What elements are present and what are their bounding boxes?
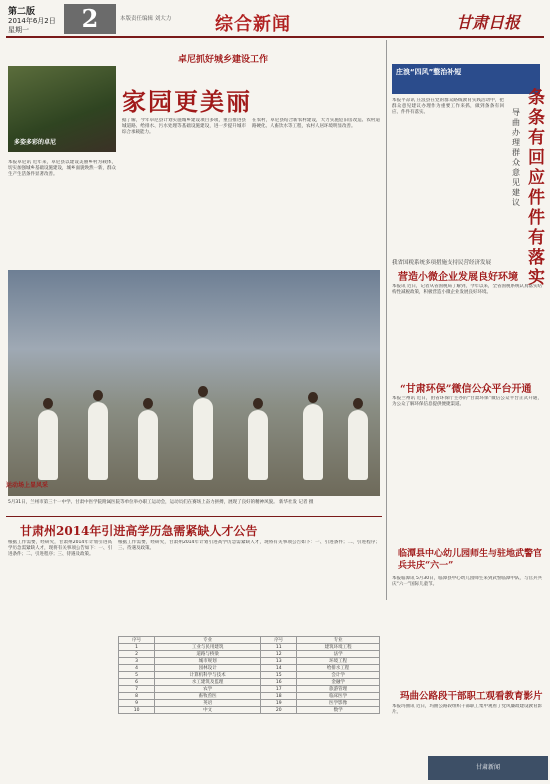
table-cell: 10 — [119, 707, 155, 714]
table-cell: 畜牧兽医 — [155, 693, 261, 700]
maqu-headline: 玛曲公路段干部职工观看教育影片 — [400, 691, 543, 702]
table-cell: 道路与桥梁 — [155, 651, 261, 658]
table-cell: 5 — [119, 672, 155, 679]
table-cell: 7 — [119, 686, 155, 693]
table-cell: 18 — [261, 693, 297, 700]
side-banner: 庄浪“四风”整治补短 — [392, 64, 540, 94]
table-cell: 13 — [261, 658, 297, 665]
table-row — [119, 665, 380, 672]
side-subhead-vertical: 导曲办理群众意见建议 — [512, 108, 520, 207]
table-cell: 8 — [119, 693, 155, 700]
table-cell: 数学 — [297, 707, 380, 714]
table-cell: 专业 — [155, 637, 261, 644]
table-cell: 17 — [261, 686, 297, 693]
table-cell: 12 — [261, 651, 297, 658]
lead-para-3: 在农村，卓尼县结合新农村建设，大力实施危旧房改造、农村道路硬化、人畜饮水等工程，农村人居环境明显改善。 — [252, 118, 380, 129]
table-row — [119, 658, 380, 665]
table-cell: 农学 — [155, 686, 261, 693]
table-row — [119, 679, 380, 686]
table-cell: 序号 — [261, 637, 297, 644]
table-cell: 11 — [261, 644, 297, 651]
table-cell: 会计学 — [297, 672, 380, 679]
lead-headline: 家园更美丽 — [122, 87, 252, 116]
table-cell: 环境工程 — [297, 658, 380, 665]
recruit-para-cont: 根据工作需要，经研究，甘肃州2014年计划引进高学历急需紧缺人才，现将有关事项公告如下：一、引进条件；二、引进程序；三、待遇及政策。 — [118, 540, 380, 551]
table-cell: 水工建筑及监理 — [155, 679, 261, 686]
table-cell: 9 — [119, 700, 155, 707]
side-headline-vertical: 条条有回应 件件有落实 — [528, 88, 545, 288]
table-header-row — [119, 637, 380, 644]
table-cell: 英语 — [155, 700, 261, 707]
table-cell: 20 — [261, 707, 297, 714]
runner-figure — [193, 398, 213, 480]
table-cell: 医学影像 — [297, 700, 380, 707]
lead-kicker: 卓尼抓好城乡建设工作 — [178, 55, 269, 65]
footer-banner: 甘肃新闻 — [428, 756, 548, 780]
column-divider — [386, 40, 387, 600]
tax-kicker: 我省国税系统多项措施支持民营经济发展 — [392, 260, 492, 266]
page-number-box: 2 — [64, 4, 116, 34]
table-row — [119, 651, 380, 658]
sports-photo — [8, 270, 380, 496]
edition-label: 第二版 — [8, 7, 36, 17]
lead-para-2: 据了解，今年卓尼县计划实施城乡建设项目多项，重点推进县城道路、给排水、污水处理等基础设施建设，进一步提升城市综合承载能力。 — [122, 118, 246, 135]
table-cell: 4 — [119, 665, 155, 672]
table-cell: 城市规划 — [155, 658, 261, 665]
table-row — [119, 693, 380, 700]
lead-photo-caption: 多姿多彩的卓尼 — [14, 139, 57, 146]
recruit-para: 根据工作需要，经研究，甘肃州2014年计划引进高学历急需紧缺人才，现将有关事项公告如下：一、引进条件；二、引进程序；三、待遇及政策。 — [8, 540, 112, 557]
runner-figure — [38, 410, 58, 480]
bottom-rule — [6, 516, 382, 517]
issue-weekday: 星期一 — [8, 26, 29, 34]
table-cell: 2 — [119, 651, 155, 658]
recruit-table — [118, 636, 380, 714]
kindergarten-headline: 临潭县中心幼儿园师生与驻地武警官兵共庆“六一” — [398, 549, 543, 571]
recruit-headline: 甘肃州2014年引进高学历急需紧缺人才公告 — [20, 524, 258, 538]
kindergarten-para: 本报临潭讯 5月30日，临潭县中心幼儿园师生来到武警临潭中队，与官兵共庆“六一”国际儿童节。 — [392, 576, 542, 587]
section-title: 综合新闻 — [215, 14, 291, 35]
table-cell: 园林设计 — [155, 665, 261, 672]
runner-figure — [348, 410, 368, 480]
tax-headline: 营造小微企业发展良好环境 — [398, 272, 518, 283]
table-cell: 14 — [261, 665, 297, 672]
table-cell: 旅游管理 — [297, 686, 380, 693]
table-cell: 16 — [261, 679, 297, 686]
table-row — [119, 644, 380, 651]
sports-photo-title: 运动场上显风采 — [6, 482, 49, 489]
table-row — [119, 700, 380, 707]
table-cell: 1 — [119, 644, 155, 651]
table-cell: 给排水工程 — [297, 665, 380, 672]
maqu-para: 本报玛曲讯 近日，玛曲公路段组织干部职工集中观看了党风廉政建设教育影片。 — [392, 704, 542, 715]
issue-date: 2014年6月2日 — [8, 17, 56, 25]
side-para: 本报平凉讯 庄浪县在党的群众路线教育实践活动中，把群众意见建议办理作为重要工作来抓，做到条条有回应、件件有落实。 — [392, 98, 504, 115]
table-cell: 6 — [119, 679, 155, 686]
table-cell: 序号 — [119, 637, 155, 644]
table-cell: 15 — [261, 672, 297, 679]
edition-info — [8, 8, 60, 35]
masthead-rule — [6, 36, 544, 38]
runner-figure — [138, 410, 158, 480]
runner-figure — [88, 402, 108, 480]
tax-para: 本报讯 近日，记者从省国税局了解到，今年以来，全省国税系统认真落实结构性减税政策，积极营造小微企业发展良好环境。 — [392, 284, 542, 295]
lead-photo — [8, 66, 116, 152]
lead-para-1: 本报卓尼讯 近年来，卓尼县以建设美丽乡村为载体，切实加强城乡基础设施建设，城乡面貌焕然一新，群众生产生活条件显著改善。 — [8, 160, 116, 177]
wechat-headline: “甘肃环保”微信公众平台开通 — [400, 384, 532, 395]
table-row — [119, 707, 380, 714]
table-cell: 工业与民用建筑 — [155, 644, 261, 651]
table-cell: 中文 — [155, 707, 261, 714]
wechat-para: 本报兰州讯 近日，由省环保厅主办的“甘肃环保”微信公众平台正式开通，为公众了解环保信息提供便捷渠道。 — [392, 396, 542, 407]
table-cell: 建筑环境工程 — [297, 644, 380, 651]
table-cell: 3 — [119, 658, 155, 665]
runner-figure — [248, 410, 268, 480]
table-cell: 法学 — [297, 651, 380, 658]
table-cell: 临床医学 — [297, 693, 380, 700]
table-cell: 专业 — [297, 637, 380, 644]
table-cell: 计算机科学与技术 — [155, 672, 261, 679]
table-row — [119, 686, 380, 693]
editors-credit: 本版责任编辑 刘大力 — [120, 16, 172, 22]
newspaper-logo: 甘肃日报 — [456, 13, 521, 32]
table-row — [119, 672, 380, 679]
runner-figure — [303, 404, 323, 480]
table-cell: 19 — [261, 700, 297, 707]
sports-photo-caption: 5月31日，兰州市第三十一中学、甘肃中医学院附属医院等单位举办职工运动会，运动员们在赛场上奋力拼搏，展现了良好的精神风貌。 新华社发 记者 摄 — [8, 500, 314, 505]
table-cell: 金融学 — [297, 679, 380, 686]
